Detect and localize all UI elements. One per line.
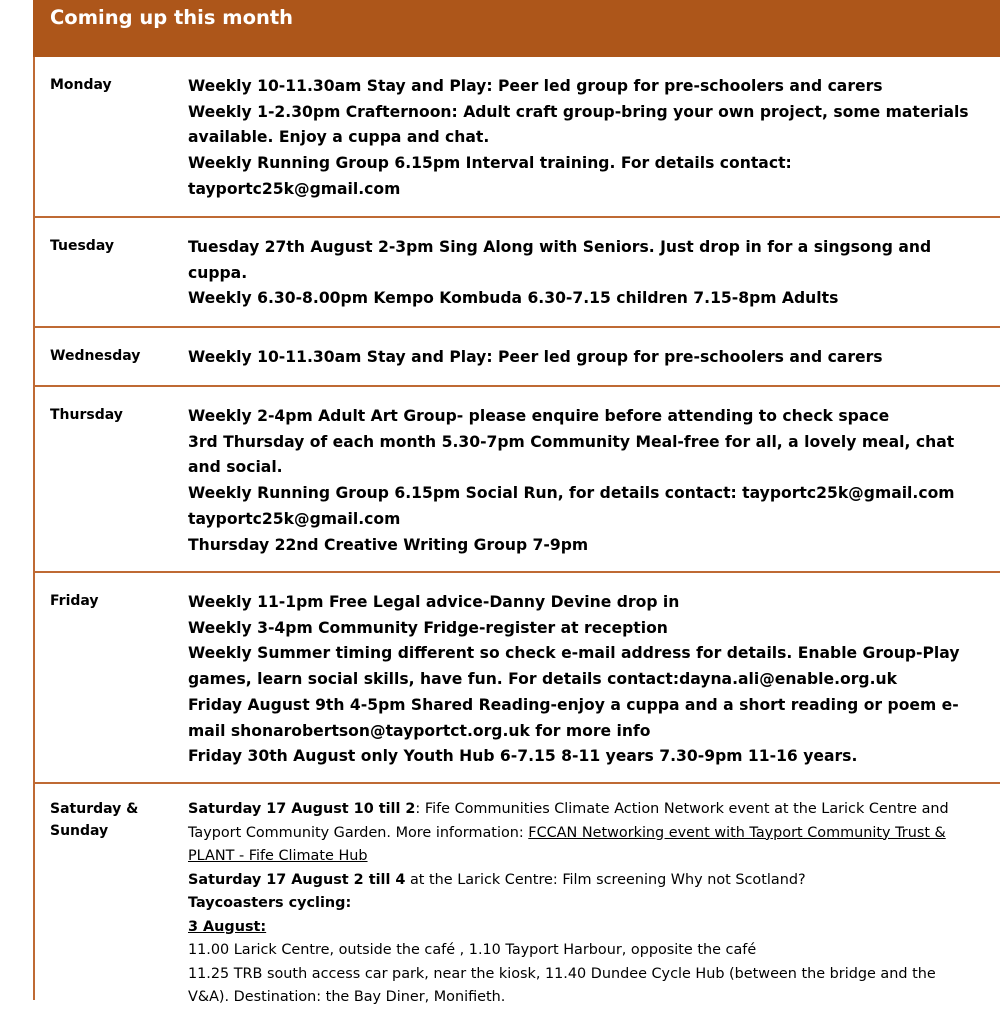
- event-line: Weekly 11-1pm Free Legal advice-Danny Devine drop in: [188, 593, 680, 611]
- event-line: [188, 798, 1000, 822]
- schedule-row-tuesday: [35, 218, 1000, 328]
- event-line: 3rd Thursday of each month 5.30-7pm Community Meal-free for all, a lovely meal, chat: [188, 432, 955, 451]
- event-line: mail shonarobertson@tayportct.org.uk for more info: [188, 721, 651, 740]
- event-line[interactable]: tayportc25k@gmail.com: [188, 179, 401, 198]
- event-line: and social.: [188, 458, 283, 477]
- event-line: Weekly 3-4pm Community Fridge-register at reception: [188, 618, 668, 637]
- event-heading: Taycoasters cycling:: [188, 895, 352, 911]
- event-line: Weekly 1-2.30pm Crafternoon: Adult craft group-bring your own project, some materials: [188, 102, 969, 121]
- event-line[interactable]: tayportc25k@gmail.com: [188, 509, 401, 528]
- event-text: : Fife Communities Climate Action Network event at the Larick Centre and: [415, 801, 949, 817]
- event-line: Weekly Running Group 6.15pm Social Run, for details contact: tayportc25k@gmail.com: [188, 484, 955, 503]
- event-line: Weekly 10-11.30am Stay and Play: Peer led group for pre-schoolers and carers: [188, 348, 883, 366]
- schedule-table: [33, 57, 1000, 1005]
- event-line: available. Enjoy a cuppa and chat.: [188, 128, 490, 147]
- day-label-line: Sunday: [50, 823, 109, 839]
- fccan-event-link[interactable]: FCCAN Networking event with Tayport Community Trust &: [528, 824, 946, 841]
- day-label: Wednesday: [50, 348, 141, 364]
- schedule-row-wednesday: [35, 328, 1000, 387]
- page-title: Coming up this month: [50, 6, 294, 29]
- day-label: Monday: [50, 77, 112, 93]
- event-subheading: 3 August:: [188, 918, 267, 935]
- day-label: [50, 798, 160, 842]
- event-line: Tuesday 27th August 2-3pm Sing Along with Seniors. Just drop in for a singsong and: [188, 238, 932, 256]
- event-text: Tayport Community Garden. More information:: [188, 824, 529, 841]
- event-line: games, learn social skills, have fun. For details contact:dayna.ali@enable.org.uk: [188, 670, 897, 689]
- event-list: [188, 404, 1000, 558]
- event-line: Weekly Running Group 6.15pm Interval training. For details contact:: [188, 154, 792, 173]
- event-date: Saturday 17 August 10 till 2: [188, 801, 416, 817]
- event-list: [188, 74, 1000, 203]
- day-label: Tuesday: [50, 238, 114, 254]
- day-label-line: Saturday &: [50, 801, 139, 817]
- event-line: Weekly 10-11.30am Stay and Play: Peer led group for pre-schoolers and carers: [188, 77, 883, 95]
- event-line: Weekly 2-4pm Adult Art Group- please enquire before attending to check space: [188, 407, 890, 425]
- schedule-row-monday: [35, 57, 1000, 218]
- event-list: [188, 590, 1000, 770]
- event-line: Friday August 9th 4-5pm Shared Reading-enjoy a cuppa and a short reading or poem e-: [188, 695, 959, 714]
- schedule-row-weekend: [35, 784, 1000, 1005]
- header-banner: [33, 0, 1000, 57]
- event-list: [188, 235, 1000, 312]
- event-line: Thursday 22nd Creative Writing Group 7-9pm: [188, 535, 589, 554]
- event-date: Saturday 17 August 2 till 4: [188, 871, 406, 888]
- fccan-event-link[interactable]: PLANT - Fife Climate Hub: [188, 848, 368, 864]
- event-list: [188, 345, 1000, 371]
- event-line: Friday 30th August only Youth Hub 6-7.15 8-11 years 7.30-9pm 11-16 years.: [188, 747, 858, 766]
- event-line: [188, 845, 1000, 869]
- event-line: cuppa.: [188, 263, 248, 282]
- event-list: [188, 798, 1000, 1010]
- event-line: 11.00 Larick Centre, outside the café , 1.10 Tayport Harbour, opposite the café: [188, 942, 757, 958]
- event-line: Weekly 6.30-8.00pm Kempo Kombuda 6.30-7.15 children 7.15-8pm Adults: [188, 289, 839, 308]
- event-line: [188, 869, 1000, 893]
- day-label: Thursday: [50, 407, 123, 423]
- event-text: at the Larick Centre: Film screening Why not Scotland?: [405, 871, 806, 888]
- event-line: V&A). Destination: the Bay Diner, Monifieth.: [188, 989, 506, 1005]
- schedule-row-thursday: [35, 387, 1000, 573]
- event-line: 11.25 TRB south access car park, near the kiosk, 11.40 Dundee Cycle Hub (between the bridge and the: [188, 965, 936, 982]
- event-line: [188, 822, 1000, 846]
- day-label: Friday: [50, 593, 99, 609]
- event-line: Weekly Summer timing different so check e-mail address for details. Enable Group-Play: [188, 644, 960, 663]
- schedule-row-friday: [35, 573, 1000, 784]
